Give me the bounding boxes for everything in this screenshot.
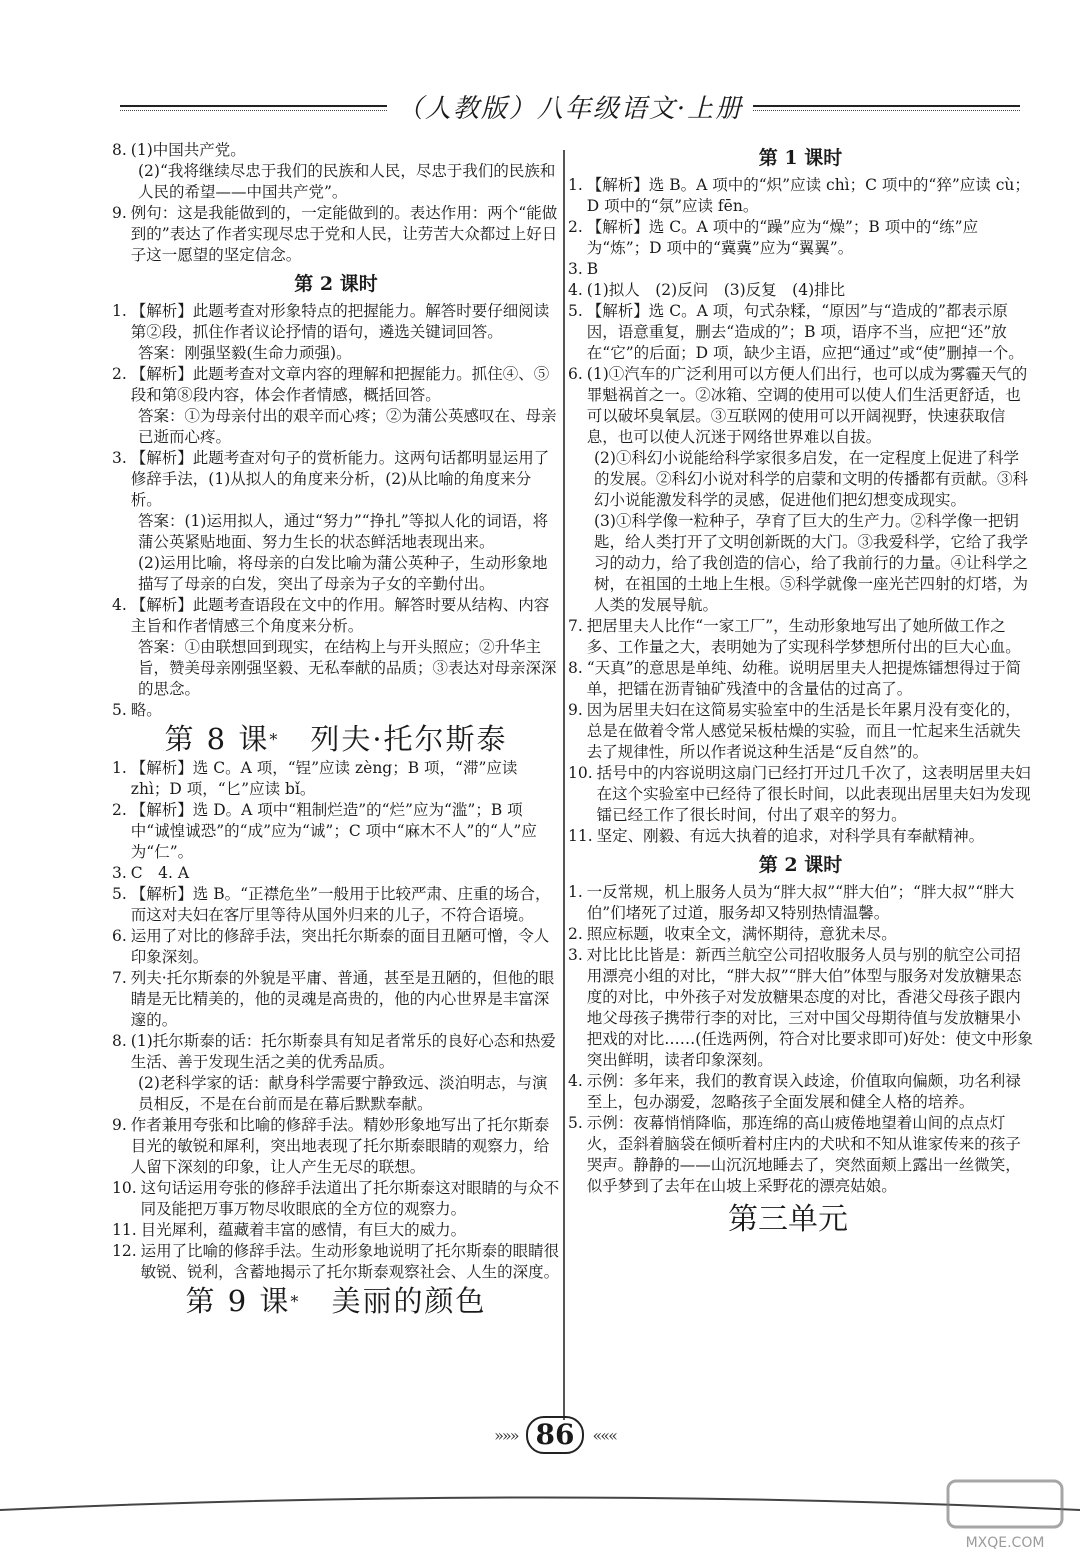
answer-text: 答案：刚强坚毅(生命力顽强)。 (138, 344, 352, 362)
answer-item (112, 1115, 560, 1178)
answer-item (112, 884, 560, 926)
watermark-text: MXQE.COM (965, 1535, 1045, 1551)
answer-number: 8. (568, 659, 583, 677)
answer-number: 12. (112, 1242, 137, 1260)
answer-item (112, 343, 560, 364)
section-title-lesson2: 第 2 课时 (294, 273, 378, 295)
answer-text: 目光犀利，蕴藏着丰富的感情，有巨大的威力。 (140, 1221, 467, 1239)
answer-item (112, 926, 560, 968)
answer-item (112, 1073, 560, 1115)
answer-number: 7. (568, 617, 583, 635)
answer-text: 【解析】选 D。A 项中“粗制烂造”的“烂”应为“滥”；B 项中“诚惶诚恐”的“成”应为“诚”；C 项中“麻木不人”的“人”应为“仁”。 (130, 801, 537, 861)
answer-text: 因为居里夫妇在这简易实验室中的生活是长年累月没有变化的，总是在做着令常人感觉呆板枯燥的实验，而且一忙起来生活就失去了规律性，所以作者说这种生活是“反自然”的。 (586, 701, 1021, 761)
section-title-lesson1: 第 1 课时 (758, 147, 843, 169)
answer-number: 7. (112, 969, 127, 987)
answer-item (568, 448, 1033, 511)
answer-text: 把居里夫人比作“一家工厂”，生动形象地写出了她所做工作之多、工作量之大，表明她为了实现科学梦想所付出的巨大心血。 (586, 617, 1021, 656)
page-curve-decoration (0, 1480, 1080, 1520)
answer-item (112, 553, 560, 595)
answer-text: 示例：夜幕悄悄降临，那连绵的高山疲倦地望着山间的点点灯火，歪斜着脑袋在倾听着村庄内的犬吠和不知从谁家传来的孩子哭声。静静的——山沉沉地睡去了，突然面颊上露出一丝微笑，似乎梦到了去年在山坡上采野花的漂亮姑娘。 (586, 1114, 1021, 1195)
right-column (568, 140, 1033, 1237)
answer-text: 这句话运用夸张的修辞手法道出了托尔斯泰这对眼睛的与众不同及能把万事万物尽收眼底的全方位的观察力。 (140, 1179, 560, 1218)
header-title: （人教版）八年级语文·上册 (396, 93, 744, 124)
answer-text: 运用了对比的修辞手法，突出托尔斯泰的面目丑陋可憎，令人印象深刻。 (130, 927, 550, 966)
answer-number: 1. (568, 883, 583, 901)
answer-item (112, 448, 560, 511)
answer-text: 【解析】选 C。A 项，“锃”应读 zèng；B 项，“滞”应读 zhì；D 项，“匕”应读 bǐ。 (130, 759, 518, 798)
answer-text: 略。 (130, 701, 162, 719)
answer-text: 【解析】此题考查对文章内容的理解和把握能力。抓住④、⑤段和第⑧段内容，体会作者情感，概括回答。 (130, 365, 550, 404)
answer-text: 【解析】选 C。A 项中的“躁”应为“燥”；B 项中的“练”应为“炼”；D 项中的“冀冀”应为“翼翼”。 (586, 218, 979, 257)
answer-text: (2)“我将继续尽忠于我们的民族和人民，尽忠于我们的民族和人民的希望——中国共产党”。 (138, 162, 556, 201)
answer-text: 【解析】此题考查语段在文中的作用。解答时要从结构、内容主旨和作者情感三个角度来分析。 (130, 596, 550, 635)
answer-text: B (586, 260, 599, 278)
answer-item (568, 511, 1033, 616)
answer-item (112, 800, 560, 863)
unit-title: 第三单元 (728, 1202, 848, 1237)
watermark-logo (940, 1475, 1070, 1555)
answers-section-2 (112, 301, 560, 721)
answer-item (112, 406, 560, 448)
answer-text: (2)运用比喻，将母亲的白发比喻为蒲公英种子，生动形象地描写了母亲的白发，突出了母亲为子女的辛勤付出。 (138, 554, 548, 593)
answer-item (112, 1178, 560, 1220)
answers-section-2-right (568, 882, 1033, 1197)
answer-text: 照应标题，收束全文，满怀期待，意犹未尽。 (586, 925, 897, 943)
answer-item (112, 1241, 560, 1283)
answer-text: (1)中国共产党。 (130, 141, 246, 159)
answer-item (112, 1031, 560, 1073)
answers-lesson7-end (112, 140, 560, 266)
answer-text: 【解析】选 C。A 项，句式杂糅，“原因”与“造成的”都表示原因，语意重复，删去“造成的”；B 项，语序不当，应把“还”放在“它”的后面；D 项，缺少主语，应把“通过”或“使”删掉一个。 (586, 302, 1024, 362)
answer-item (112, 301, 560, 343)
page-number: 86 (526, 1416, 585, 1454)
answer-item (112, 700, 560, 721)
lesson-9-mark: * (290, 1292, 301, 1311)
answer-text: “天真”的意思是单纯、幼稚。说明居里夫人把提炼镭想得过于简单，把镭在沥青铀矿残渣中的含量估的过高了。 (586, 659, 1022, 698)
answer-text: 【解析】选 B。A 项中的“炽”应读 chì；C 项中的“猝”应读 cù；D 项中的“氛”应读 fēn。 (586, 176, 1030, 215)
answer-item (568, 259, 1033, 280)
answer-number: 6. (112, 927, 127, 945)
answer-item (568, 763, 1033, 826)
answer-number: 9. (112, 1116, 127, 1134)
answer-number: 8. (112, 141, 127, 159)
answer-number: 5. (568, 302, 583, 320)
answer-number: 2. (568, 218, 583, 236)
answer-number: 2. (112, 801, 127, 819)
left-column (112, 140, 560, 1320)
answer-item (568, 700, 1033, 763)
answer-text: 答案：①由联想回到现实，在结构上与开头照应；②升华主旨，赞美母亲刚强坚毅、无私奉献的品质；③表达对母亲深深的思念。 (138, 638, 557, 698)
answer-item (112, 364, 560, 406)
lesson-9-title: 美丽的颜色 (331, 1284, 487, 1318)
answer-item (112, 595, 560, 637)
answer-item (112, 968, 560, 1031)
answer-number: 1. (112, 302, 127, 320)
answer-text: 【解析】此题考查对句子的赏析能力。这两句话都明显运用了修辞手法，(1)从拟人的角度来分析，(2)从比喻的角度来分析。 (130, 449, 550, 509)
answer-number: 6. (568, 365, 583, 383)
answer-item (568, 1071, 1033, 1113)
answer-item (112, 758, 560, 800)
answer-item (568, 826, 1033, 847)
header-rule-right (753, 105, 1020, 107)
answer-text: 答案：(1)运用拟人，通过“努力”“挣扎”等拟人化的词语，将蒲公英紧贴地面、努力生长的状态鲜活地表现出来。 (138, 512, 549, 551)
answer-item (112, 203, 560, 266)
lesson-9-label: 第 9 课 (185, 1284, 291, 1318)
answer-item (568, 301, 1033, 364)
answer-text: 对比比比皆是：新西兰航空公司招收服务人员与别的航空公司招用漂亮小组的对比，“胖大叔”“胖大伯”体型与服务对发放糖果态度的对比，中外孩子对发放糖果态度的对比，香港父母孩子跟内地父母孩子携带行李的对比，三对中国父母期待值与发放糖果小把戏的对比……(任选两例，符合对比要求即可)好处：使文中形象突出鲜明，读者印象深刻。 (586, 946, 1033, 1069)
lesson-8-mark: * (269, 730, 280, 749)
answer-item (112, 1220, 560, 1241)
answer-item (568, 364, 1033, 448)
answer-number: 2. (112, 365, 127, 383)
answer-item (112, 637, 560, 700)
answer-number: 5. (568, 1114, 583, 1132)
lesson-8-label: 第 8 课 (164, 722, 270, 756)
answer-number: 9. (568, 701, 583, 719)
answer-number: 9. (112, 204, 127, 222)
answer-item (112, 511, 560, 553)
lesson-8-heading (112, 722, 560, 756)
answer-number: 4. (568, 281, 583, 299)
answers-lesson-8 (112, 758, 560, 1283)
answer-text: (1)托尔斯泰的话：托尔斯泰具有知足者常乐的良好心态和热爱生活、善于发现生活之美的优秀品质。 (130, 1032, 556, 1071)
answer-text: 列夫·托尔斯泰的外貌是平庸、普通，甚至是丑陋的，但他的眼睛是无比精美的，他的灵魂是高贵的，他的内心世界是丰富深邃的。 (130, 969, 555, 1029)
answer-number: 8. (112, 1032, 127, 1050)
answer-text: (1)拟人 (2)反问 (3)反复 (4)排比 (586, 281, 846, 299)
answer-number: 3. (112, 449, 127, 467)
page-number-badge (480, 1415, 630, 1455)
answer-number: 11. (568, 827, 593, 845)
column-divider (563, 150, 565, 1420)
arrows-right-icon: ««« (592, 1425, 616, 1445)
answer-item (568, 945, 1033, 1071)
section-title-lesson2-right: 第 2 课时 (758, 854, 843, 876)
answer-number: 4. (568, 1072, 583, 1090)
answer-item (568, 217, 1033, 259)
answer-number: 4. (112, 596, 127, 614)
answer-item (112, 161, 560, 203)
answer-item (568, 658, 1033, 700)
answer-number: 5. (112, 701, 127, 719)
answer-number: 3. (112, 864, 127, 882)
answer-text: (2)老科学家的话：献身科学需要宁静致远、淡泊明志，与演员相反，不是在台前而是在幕后默默奉献。 (138, 1074, 548, 1113)
answer-item (568, 924, 1033, 945)
answer-number: 1. (568, 176, 583, 194)
answer-text: C 4. A (130, 864, 190, 882)
answer-number: 3. (568, 260, 583, 278)
answer-item (568, 1113, 1033, 1197)
answers-section-1 (568, 175, 1033, 847)
answer-text: 例句：这是我能做到的，一定能做到的。表达作用：两个“能做到的”表达了作者实现尽忠于党和人民，让劳苦大众都过上好日子这一愿望的坚定信念。 (130, 204, 558, 264)
answer-item (568, 175, 1033, 217)
lesson-9-heading (112, 1284, 560, 1318)
answer-number: 5. (112, 885, 127, 903)
answer-text: 【解析】此题考查对形象特点的把握能力。解答时要仔细阅读第②段，抓住作者议论抒情的语句，遴选关键词回答。 (130, 302, 550, 341)
answer-text: 答案：①为母亲付出的艰辛而心疼；②为蒲公英感叹在、母亲已逝而心疼。 (138, 407, 557, 446)
header-rule-left (120, 105, 387, 107)
answer-text: 示例：多年来，我们的教育误入歧途，价值取向偏颇，功名利禄至上，包办溺爱，忽略孩子全面发展和健全人格的培养。 (586, 1072, 1021, 1111)
lesson-8-title: 列夫·托尔斯泰 (310, 722, 508, 756)
answer-item (568, 882, 1033, 924)
answer-number: 1. (112, 759, 127, 777)
answer-text: 作者兼用夸张和比喻的修辞手法。精妙形象地写出了托尔斯泰目光的敏锐和犀利，突出地表现了托尔斯泰眼睛的观察力，给人留下深刻的印象，让人产生无尽的联想。 (130, 1116, 550, 1176)
answer-number: 2. (568, 925, 583, 943)
answer-text: 括号中的内容说明这扇门已经打开过几千次了，这表明居里夫妇在这个实验室中已经待了很长时间，以此表现出居里夫妇为发现镭已经工作了很长时间，付出了艰辛的努力。 (596, 764, 1031, 824)
answer-text: (1)①汽车的广泛利用可以方便人们出行，也可以成为雾霾天气的罪魁祸首之一。②冰箱、空调的使用可以使人们生活更舒适，也可以破坏臭氧层。③互联网的使用可以开阔视野，快速获取信息，也可以使人沉迷于网络世界难以自拔。 (586, 365, 1028, 446)
answer-item (568, 616, 1033, 658)
answer-number: 10. (568, 764, 593, 782)
answer-item (568, 280, 1033, 301)
answer-text: 一反常规，机上服务人员为“胖大叔”“胖大伯”；“胖大叔”“胖大伯”们堵死了过道，服务却又特别热情温馨。 (586, 883, 1015, 922)
answer-text: (2)①科幻小说能给科学家很多启发，在一定程度上促进了科学的发展。②科幻小说对科学的启蒙和文明的传播都有贡献。③科幻小说能激发科学的灵感，促进他们把幻想变成现实。 (594, 449, 1029, 509)
arrows-left-icon: »»» (494, 1425, 518, 1445)
answer-number: 3. (568, 946, 583, 964)
answer-item (112, 140, 560, 161)
page-header (120, 86, 1020, 126)
answer-text: 坚定、刚毅、有远大执着的追求，对科学具有奉献精神。 (596, 827, 985, 845)
answer-text: 运用了比喻的修辞手法。生动形象地说明了托尔斯泰的眼睛很敏锐、锐利，含蓄地揭示了托尔斯泰观察社会、人生的深度。 (140, 1242, 560, 1281)
answer-number: 11. (112, 1221, 137, 1239)
answer-text: 【解析】选 B。“正襟危坐”一般用于比较严肃、庄重的场合，而这对夫妇在客厅里等待从国外归来的儿子，不符合语境。 (130, 885, 551, 924)
answer-number: 10. (112, 1179, 137, 1197)
answer-text: (3)①科学像一粒种子，孕育了巨大的生产力。②科学像一把钥匙，给人类打开了文明创新既的大门。③我爱科学，它给了我学习的动力，给了我创造的信心，给了我前行的力量。④让科学之树，在祖国的土地上生根。⑤科学就像一座光芒四射的灯塔，为人类的发展导航。 (594, 512, 1029, 614)
answer-item (112, 863, 560, 884)
